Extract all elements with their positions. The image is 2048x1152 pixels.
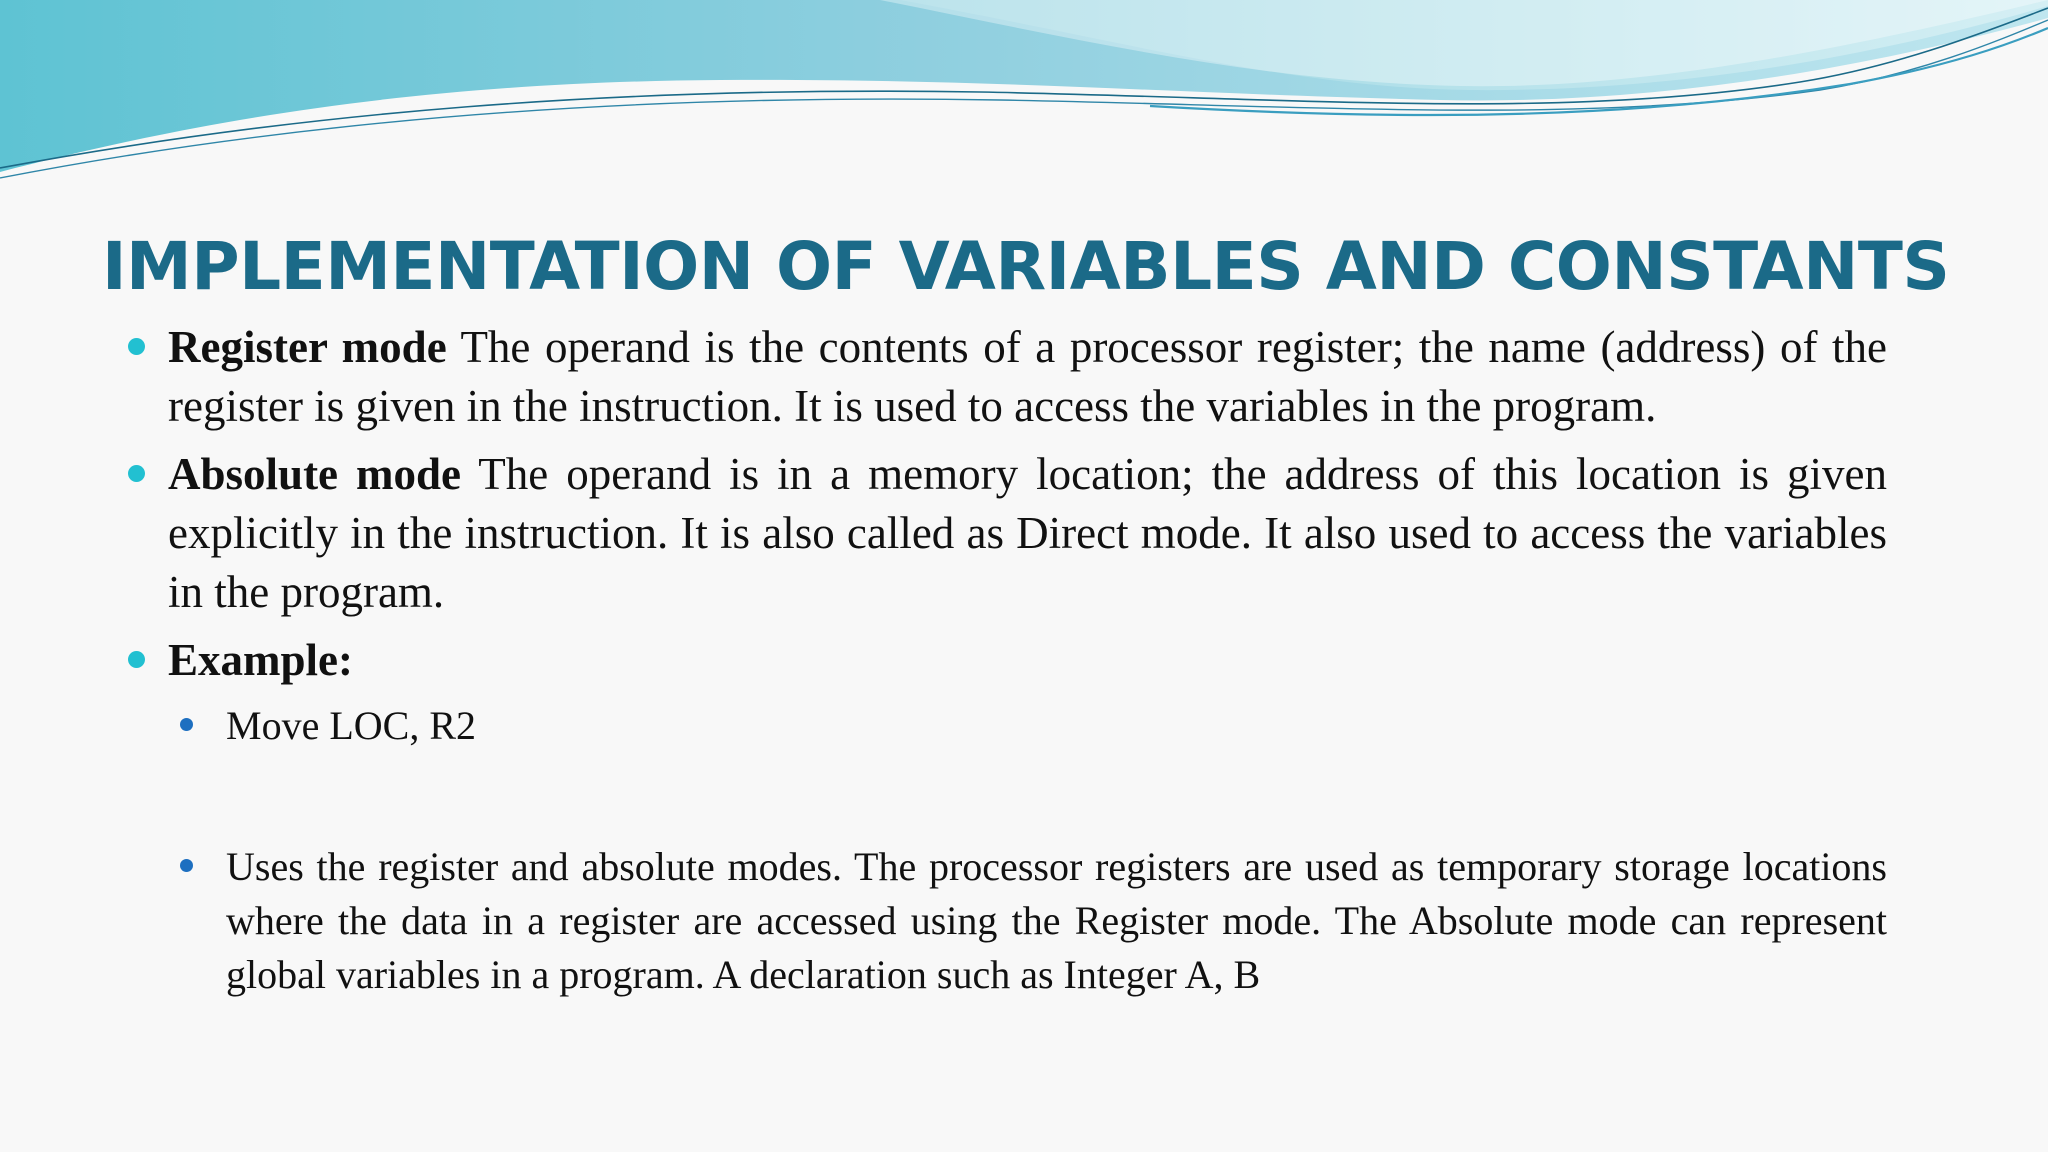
sub-bullet-text: Uses the register and absolute modes. The processor registers are used as temporary storage locations where the data in a register are accessed using the Register mode. The Absolute mode can represent global variables in a program. A declaration such as Integer A, B <box>226 844 1887 997</box>
bullet-register-mode <box>168 318 1887 436</box>
bullet-term: Absolute mode <box>168 449 462 499</box>
bullet-text: The operand is in a memory location; the address of this location is given explicitly in the instruction. It is also called as Direct mode. It also used to access the variables in the program. <box>168 449 1888 617</box>
bullet-term: Register mode <box>168 322 447 372</box>
slide-title: IMPLEMENTATION OF VARIABLES AND CONSTANTS <box>102 228 1950 305</box>
bullet-absolute-mode <box>168 445 1887 622</box>
bullet-dot <box>128 465 145 482</box>
sub-bullet-move-instruction <box>226 699 1887 753</box>
sub-bullet-dot <box>180 859 193 872</box>
bullet-dot <box>128 651 145 668</box>
slide-content <box>168 318 1887 1002</box>
sub-bullet-text: Move LOC, R2 <box>226 703 476 748</box>
header-wave-decoration <box>0 0 2048 200</box>
bullet-text: The operand is the contents of a processor register; the name (address) of the register is given in the instruction. It is used to access the variables in the program. <box>168 322 1887 431</box>
sub-bullet-dot <box>180 718 193 731</box>
bullet-dot <box>128 338 145 355</box>
bullet-example <box>168 631 1887 690</box>
bullet-term: Example: <box>168 635 353 685</box>
sub-bullet-explanation <box>226 840 1887 1002</box>
